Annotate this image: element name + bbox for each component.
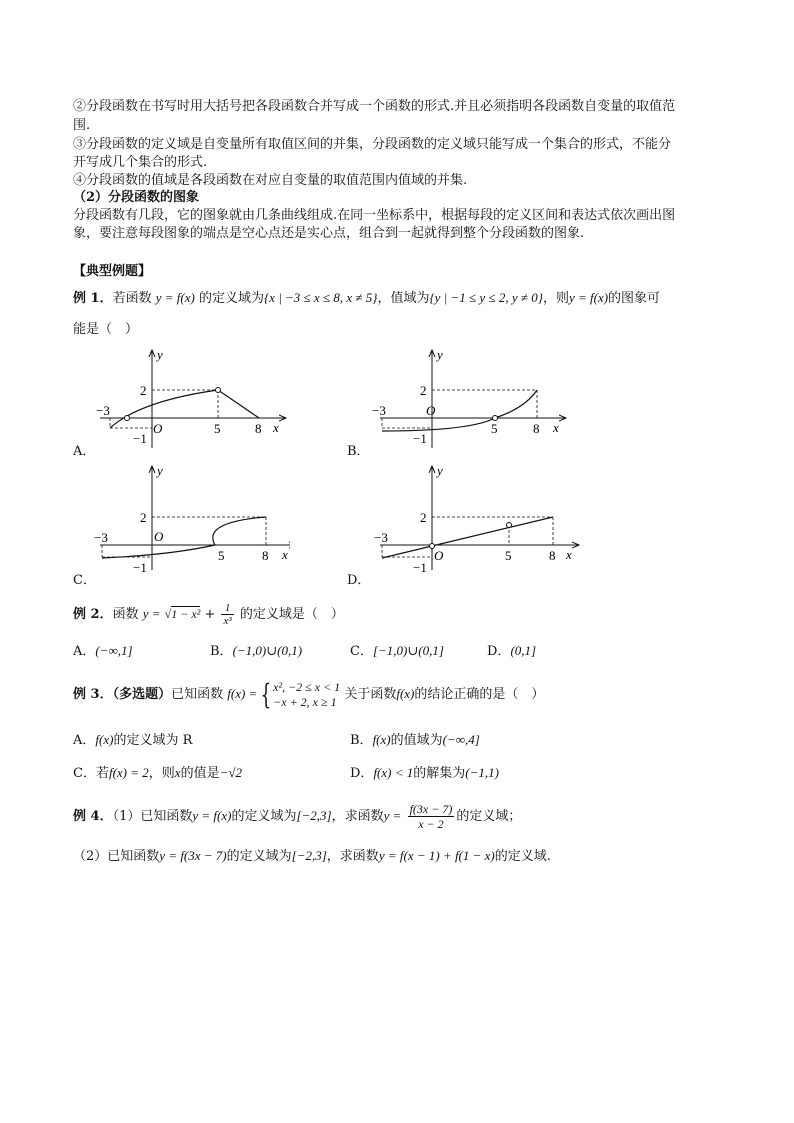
example-1-domain: {x | −3 ≤ x ≤ 8, x ≠ 5} [263,290,378,305]
intro-line-2: 围. [73,118,91,133]
svg-text:−3: −3 [372,403,386,418]
curve-segment [213,517,266,545]
graph-c [90,462,290,577]
intro-line-1: ②分段函数在书写时用大括号把各段函数合并写成一个函数的形式.并且必须指明各段函数自变量的取值范 [73,99,676,114]
svg-text:y: y [157,463,163,478]
open-point [216,388,221,393]
svg-text:2: 2 [140,510,147,525]
example-4-part-1: 例 4．（1）已知函数y = f(x)的定义域为[−2,3]，求函数y = $\frac{f(3x - 7)}{x - 2}$ 的定义域； [73,802,522,831]
svg-text:2: 2 [420,383,427,398]
example-1-question-line-2: 能是（ ） [73,322,139,337]
example-2-label: 例 2． [73,607,113,622]
example-3-question: 例 3．（多选题）已知函数 f(x) = { x², −2 ≤ x < 1 −x + 2, x ≥ 1 关于函数f(x)的结论正确的是（ ） [73,677,545,711]
svg-text:−3: −3 [94,530,108,545]
example-3-piecewise: x², −2 ≤ x < 1 −x + 2, x ≥ 1 [273,679,341,709]
example-3-option-b[interactable]: B．f(x)的值域为(−∞,4] [350,732,480,748]
svg-text:x: x [273,420,279,435]
svg-text:8: 8 [533,421,540,436]
example-2-option-d[interactable]: D．(0,1] [487,643,537,659]
example-1-func: y = f(x) [155,290,195,305]
svg-text:5: 5 [214,421,221,436]
example-4-label: 例 4． [73,809,113,824]
svg-text:x: x [566,547,572,562]
svg-text:−1: −1 [133,560,147,575]
svg-text:−3: −3 [374,530,388,545]
svg-text:−3: −3 [96,403,110,418]
line-segment [382,517,553,558]
intro-line-5: ④分段函数的值域是各段函数在对应自变量的取值范围内值域的并集. [73,173,468,188]
option-c-label[interactable]: C． [73,573,96,588]
intro-line-7: 象，要注意每段图象的端点是空心点还是实心点，组合到一起就得到整个分段函数的图象. [73,226,585,241]
example-1-label: 例 1． [73,291,113,306]
svg-text:O: O [154,529,164,544]
svg-text:5: 5 [491,421,498,436]
graph-b [370,343,570,453]
example-1-range: {y | −1 ≤ y ≤ 2, y ≠ 0} [429,290,543,305]
svg-text:−1: −1 [413,560,427,575]
intro-line-6: 分段函数有几段，它的图象就由几条曲线组成.在同一坐标系中，根据每段的定义区间和表达式依次画出图 [73,208,676,223]
example-3-option-d[interactable]: D．f(x) < 1的解集为(−1,1) [350,765,499,781]
svg-text:y: y [437,347,443,362]
svg-text:5: 5 [505,548,512,563]
svg-text:8: 8 [549,548,556,563]
svg-text:8: 8 [262,548,269,563]
svg-text:5: 5 [218,548,225,563]
intro-line-3: ③分段函数的定义域是自变量所有取值区间的并集，分段函数的定义域只能写成一个集合的形式，不能分 [73,137,672,152]
option-b-label[interactable]: B． [347,444,370,459]
example-2-question: 例 2．函数 y = √1 − x² + $\frac{1}{\text{x³}}$ 的定义域是（ ） [73,602,344,627]
svg-text:y: y [157,347,163,362]
svg-text:2: 2 [140,383,147,398]
curve-segment [102,545,215,558]
svg-text:x: x [282,547,288,562]
graph-d [370,462,585,577]
option-d-label[interactable]: D． [347,573,371,588]
example-2-option-a[interactable]: A．(−∞,1] [73,643,133,659]
example-2-option-b[interactable]: B．(−1,0)∪(0,1) [210,643,303,659]
svg-text:y: y [437,463,443,478]
example-3-option-a[interactable]: A．f(x)的定义域为 R [73,732,193,748]
curve-segment [382,390,537,431]
example-2-fraction: $\frac{1}{\text{x³}}$ [223,602,232,627]
svg-text:8: 8 [255,421,262,436]
open-point [493,416,498,421]
open-point [125,416,130,421]
open-point [507,523,512,528]
line-segment [218,390,259,418]
example-4-fraction: $\frac{f(3x - 7)}{x - 2}$ [409,802,453,831]
section-heading-graph: （2）分段函数的图象 [73,190,200,205]
svg-text:−1: −1 [413,431,427,446]
example-3-option-c[interactable]: C．若f(x) = 2，则x的值是−√2 [73,765,243,781]
svg-text:O: O [153,421,163,436]
option-a-label[interactable]: A． [73,444,96,459]
section-title: 【典型例题】 [73,264,152,279]
example-2-option-c[interactable]: C．[−1,0)∪(0,1] [350,643,444,659]
example-4-part-2: （2）已知函数y = f(3x − 7)的定义域为[−2,3]，求函数y = f(x − 1) + f(1 − x)的定义域. [73,848,551,864]
intro-line-4: 开写成几个集合的形式. [73,155,208,170]
svg-text:−1: −1 [133,431,147,446]
svg-text:x: x [553,420,559,435]
curve-segment [110,390,218,428]
example-1-question: 例 1．若函数 y = f(x) 的定义域为{x | −3 ≤ x ≤ 8, x ≠ 5}，值域为{y | −1 ≤ y ≤ 2, y ≠ 0}，则y = f(x)的图象可 [73,290,661,306]
graph-a [90,343,290,453]
svg-text:2: 2 [420,510,427,525]
svg-text:O: O [434,548,444,563]
example-3-label: 例 3． [73,687,113,702]
svg-text:O: O [426,403,436,418]
